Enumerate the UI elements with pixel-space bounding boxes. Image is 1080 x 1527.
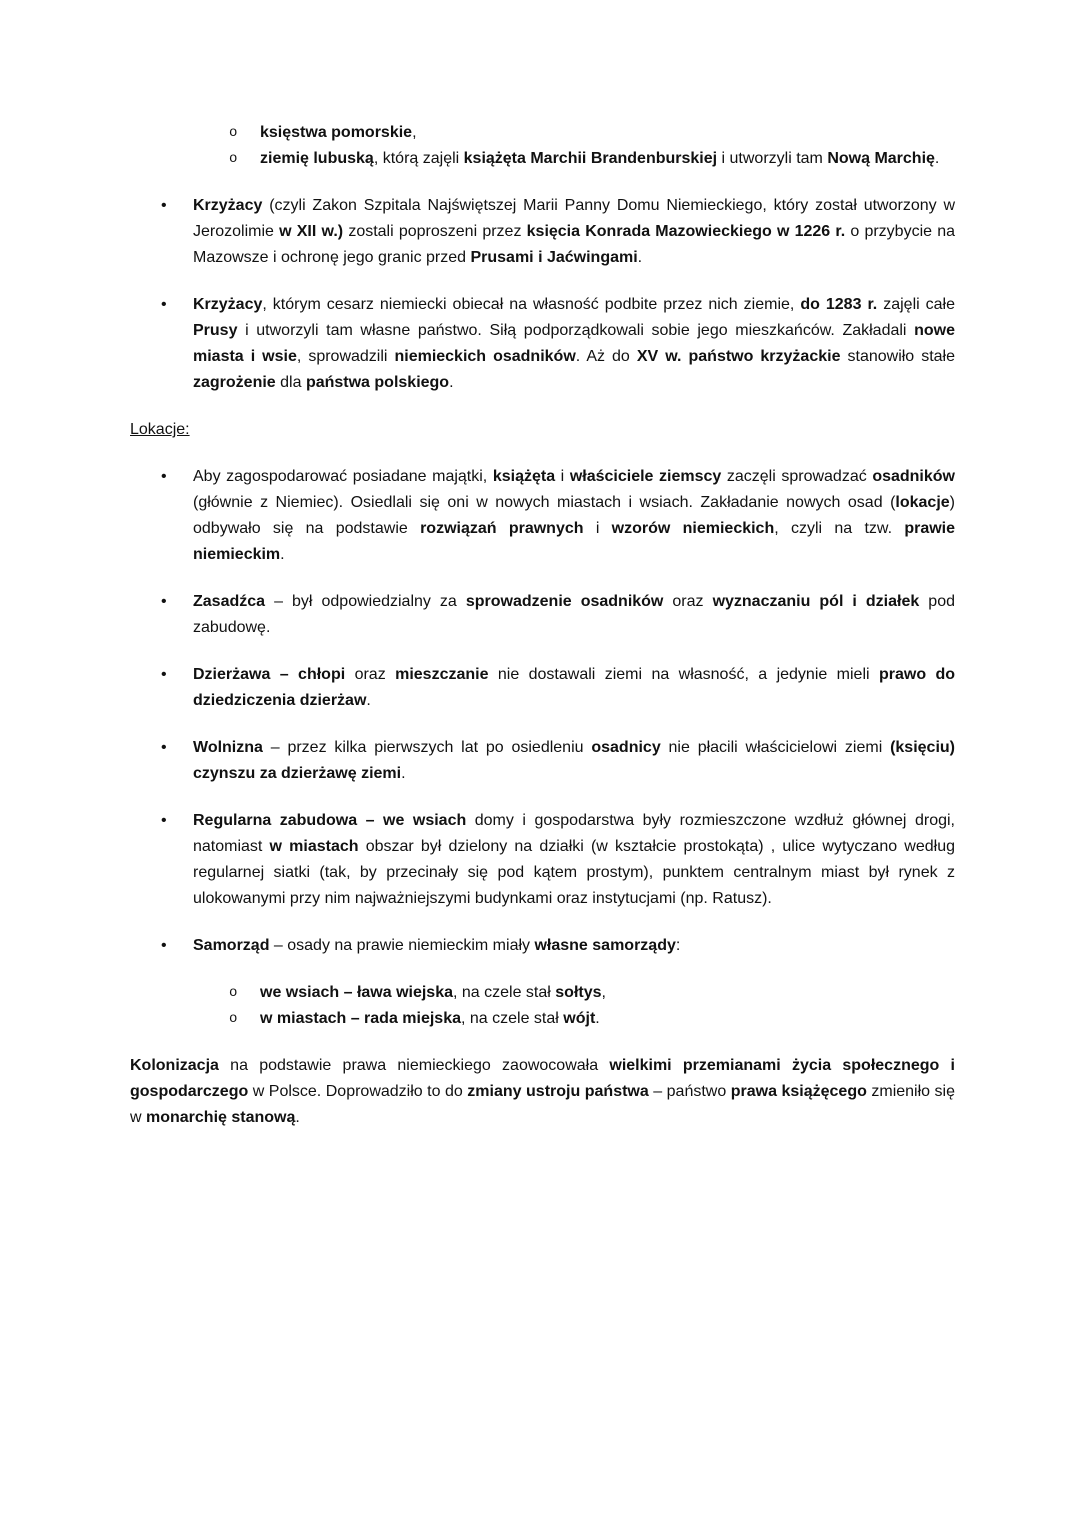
sub-bullet-marker: o — [229, 151, 238, 167]
text-content: księstwa pomorskie, — [260, 124, 417, 141]
bullet-marker: • — [161, 666, 167, 683]
bullet-marker: • — [161, 739, 167, 756]
bullet-item — [130, 292, 955, 396]
bullet-marker: • — [161, 593, 167, 610]
paragraph — [130, 1053, 955, 1131]
text-content: Regularna zabudowa – we wsiach domy i gospodarstwa były rozmieszczone wzdłuż głównej drogi, natomiast w miastach obszar był dzielony na działki (w kształcie prostokąta) , ulice wytyczano według regularnej siatki (tak, by przecinały się pod kątem prostym), punktem centralnym miast był rynek z ulokowanymi przy nim najważniejszymi budynkami oraz instytucjami (np. Ratusz). — [193, 812, 956, 907]
sub-bullet-item — [130, 980, 955, 1006]
sub-bullet-marker: o — [229, 125, 238, 141]
text-content: Kolonizacja na podstawie prawa niemieckiego zaowocowała wielkimi przemianami życia społecznego i gospodarczego w Polsce. Doprowadziło to do zmiany ustroju państwa – państwo prawa książęcego zmieniło się w monarchię stanową. — [130, 1057, 956, 1126]
bullet-marker: • — [161, 937, 167, 954]
text-content: Wolnizna – przez kilka pierwszych lat po osiedleniu osadnicy nie płacili właścicielowi ziemi (księciu) czynszu za dzierżawę ziemi. — [193, 739, 955, 782]
bullet-item — [130, 808, 955, 912]
bullet-item — [130, 662, 955, 714]
sub-bullet-item — [130, 120, 955, 146]
text-content: Samorząd – osady na prawie niemieckim miały własne samorządy: — [193, 937, 681, 954]
text-content: Dzierżawa – chłopi oraz mieszczanie nie dostawali ziemi na własność, a jedynie mieli prawo do dziedziczenia dzierżaw. — [193, 666, 956, 709]
bullet-marker: • — [161, 197, 167, 214]
text-content: Krzyżacy, którym cesarz niemiecki obiecał na własność podbite przez nich ziemie, do 1283 r. zajęli całe Prusy i utworzyli tam własne państwo. Siłą podporządkowali sobie jego mieszkańców. Zakładali nowe miasta i wsie, sprowadzili niemieckich osadników. Aż do XV w. państwo krzyżackie stanowiło stałe zagrożenie dla państwa polskiego. — [193, 296, 956, 391]
bullet-item — [130, 735, 955, 787]
text-content: Zasadźca – był odpowiedzialny za sprowadzenie osadników oraz wyznaczaniu pól i działek pod zabudowę. — [193, 593, 955, 636]
text-content: Krzyżacy (czyli Zakon Szpitala Najświętszej Marii Panny Domu Niemieckiego, który został utworzony w Jerozolimie w XII w.) zostali poproszeni przez księcia Konrada Mazowieckiego w 1226 r. o przybycie na Mazowsze i ochronę jego granic przed Prusami i Jaćwingami. — [193, 197, 956, 266]
document-content — [130, 120, 955, 1131]
bullet-item — [130, 933, 955, 959]
text-content: ziemię lubuską, którą zajęli książęta Marchii Brandenburskiej i utworzyli tam Nową Marchię. — [260, 150, 940, 167]
bullet-item — [130, 193, 955, 271]
bullet-item — [130, 589, 955, 641]
bullet-marker: • — [161, 812, 167, 829]
bullet-marker: • — [161, 296, 167, 313]
sub-bullet-item — [130, 146, 955, 172]
text-content: we wsiach – ława wiejska, na czele stał sołtys, — [260, 984, 606, 1001]
text-content: w miastach – rada miejska, na czele stał wójt. — [260, 1010, 600, 1027]
sub-bullet-item — [130, 1006, 955, 1032]
sub-bullet-marker: o — [229, 985, 238, 1001]
section-heading — [130, 417, 955, 443]
text-content: Lokacje: — [130, 421, 190, 438]
sub-bullet-marker: o — [229, 1011, 238, 1027]
bullet-marker: • — [161, 468, 167, 485]
text-content: Aby zagospodarować posiadane majątki, książęta i właściciele ziemscy zaczęli sprowadzać osadników (głównie z Niemiec). Osiedlali się oni w nowych miastach i wsiach. Zakładanie nowych osad (lokacje) odbywało się na podstawie rozwiązań prawnych i wzorów niemieckich, czyli na tzw. prawie niemieckim. — [193, 468, 956, 563]
bullet-item — [130, 464, 955, 568]
